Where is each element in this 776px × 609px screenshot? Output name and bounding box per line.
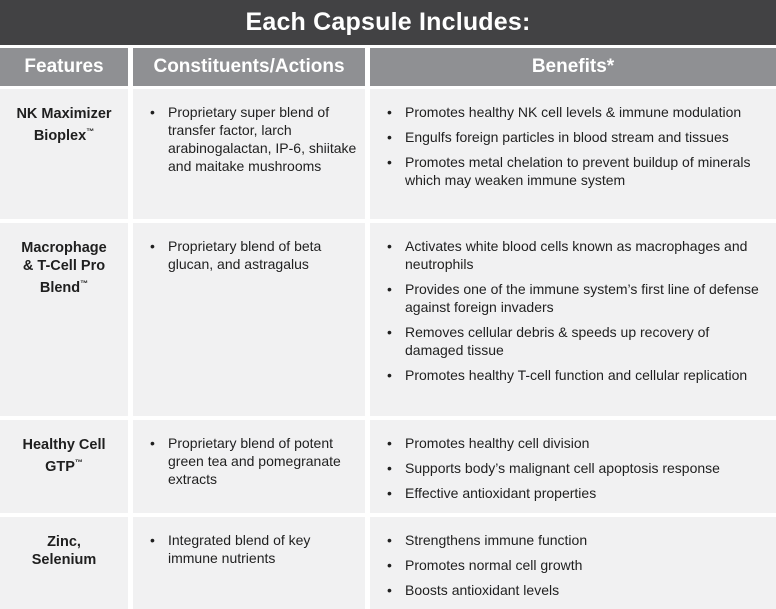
trademark-mark: ™ — [80, 279, 89, 288]
constituents-list — [133, 420, 365, 488]
feature-cell — [0, 223, 128, 416]
header-benefits: Benefits* — [370, 48, 776, 86]
benefits-cell — [370, 223, 776, 416]
constituents-cell — [133, 223, 365, 416]
list-item: • Effective antioxidant properties — [370, 484, 776, 502]
list-item: • Proprietary blend of potent green tea and pomegranate extracts — [133, 434, 365, 488]
feature-name — [23, 436, 106, 513]
feature-line: Zinc, — [47, 534, 81, 550]
constituents-cell — [133, 517, 365, 609]
feature-line: & T-Cell Pro — [22, 258, 106, 274]
list-item: • Proprietary super blend of transfer factor, larch arabinogalactan, IP-6, shiitake and maitake mushrooms — [133, 103, 365, 175]
feature-name — [21, 239, 106, 416]
list-item: • Strengthens immune function — [370, 531, 776, 549]
list-item: • Integrated blend of key immune nutrients — [133, 531, 365, 567]
feature-line-text: Blend — [39, 279, 81, 296]
list-item: • Proprietary blend of beta glucan, and astragalus — [133, 237, 365, 273]
benefits-cell — [370, 420, 776, 513]
benefits-list — [370, 223, 776, 384]
list-item: • Promotes normal cell growth — [370, 556, 776, 574]
benefits-cell — [370, 517, 776, 609]
constituents-list — [133, 223, 365, 273]
constituents-list — [133, 89, 365, 175]
trademark-mark: ™ — [86, 127, 95, 136]
feature-line: Macrophage — [21, 240, 107, 256]
benefits-list — [370, 420, 776, 502]
list-item: • Boosts antioxidant levels — [370, 581, 776, 599]
feature-line-text: Bioplex — [33, 127, 87, 144]
feature-name — [32, 533, 96, 609]
list-item: • Promotes metal chelation to prevent buildup of minerals which may weaken immune system — [370, 153, 776, 189]
feature-line-text: GTP — [45, 458, 75, 475]
list-item: • Supports body’s malignant cell apoptosis response — [370, 459, 776, 477]
feature-cell — [0, 89, 128, 219]
constituents-cell — [133, 420, 365, 513]
list-item: • Promotes healthy NK cell levels & immune modulation — [370, 103, 776, 121]
constituents-list — [133, 517, 365, 567]
header-features: Features — [0, 48, 128, 86]
table-title: Each Capsule Includes: — [0, 0, 776, 45]
list-item: • Engulfs foreign particles in blood stream and tissues — [370, 128, 776, 146]
feature-name — [16, 105, 111, 219]
list-item: • Removes cellular debris & speeds up recovery of damaged tissue — [370, 323, 776, 359]
feature-line — [21, 275, 106, 297]
feature-line — [16, 123, 111, 145]
list-item: • Activates white blood cells known as macrophages and neutrophils — [370, 237, 776, 273]
trademark-mark: ™ — [74, 458, 83, 467]
list-item: • Promotes healthy T-cell function and cellular replication — [370, 366, 776, 384]
benefits-list — [370, 89, 776, 189]
benefits-cell — [370, 89, 776, 219]
header-constituents: Constituents/Actions — [133, 48, 365, 86]
benefits-list — [370, 517, 776, 599]
constituents-cell — [133, 89, 365, 219]
feature-line: Healthy Cell — [22, 437, 106, 453]
feature-cell — [0, 517, 128, 609]
feature-line: Selenium — [31, 552, 97, 568]
feature-line — [23, 454, 106, 476]
feature-cell — [0, 420, 128, 513]
feature-line: NK Maximizer — [16, 106, 112, 122]
list-item: • Provides one of the immune system’s first line of defense against foreign invaders — [370, 280, 776, 316]
list-item: • Promotes healthy cell division — [370, 434, 776, 452]
